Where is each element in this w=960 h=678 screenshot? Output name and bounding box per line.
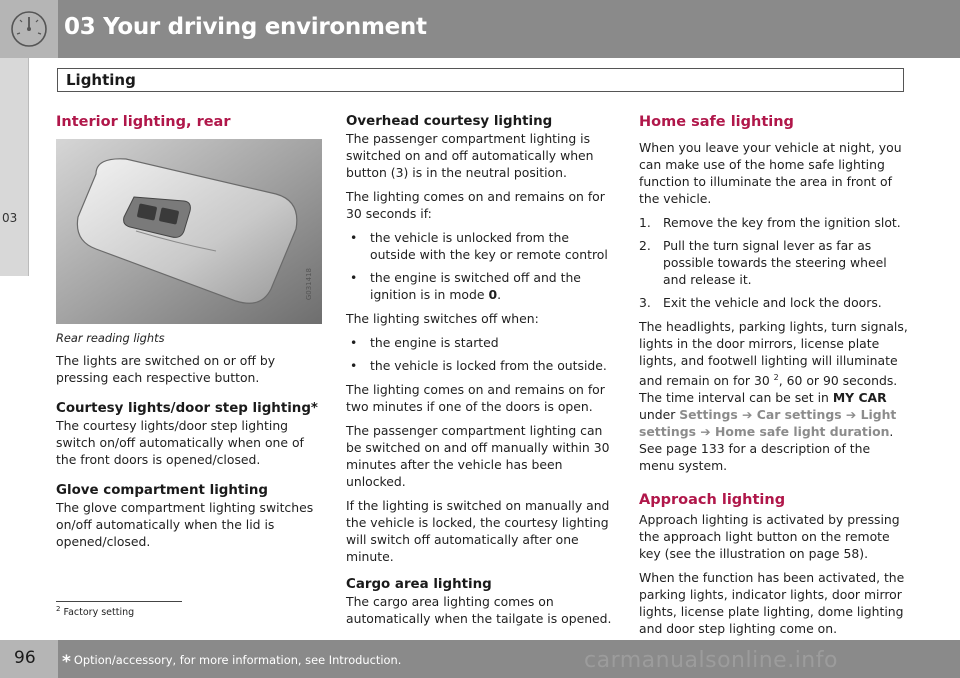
column-middle [346,113,616,634]
paragraph-cargo-area: The cargo area lighting comes on automatically when the tailgate is opened. [346,594,612,626]
paragraph-home-safe: When you leave your vehicle at night, you can make use of the home safe lighting function to illuminate the area in front of the vehicle. [639,140,902,206]
paragraph-approach: Approach lighting is activated by pressing the approach light button on the remote key (see the illustration on page 58). [639,512,900,562]
paragraph-two-minutes: The lighting comes on and remains on for two minutes if one of the doors is open. [346,382,605,414]
arrow-right-icon: ➔ [841,407,861,423]
paragraph-switches-off: The lighting switches off when: [346,311,539,326]
list-item: • the vehicle is unlocked from the outside with the key or remote control [346,229,616,263]
list-item: • the engine is started [346,334,616,351]
page-number: 96 [14,648,36,668]
list-item: 3. Exit the vehicle and lock the doors. [639,295,882,310]
home-safe-steps [639,214,909,311]
footnote-ref[interactable]: 2 [773,373,779,382]
paragraph-home-safe-lights: The headlights, parking lights, turn signals, lights in the door mirrors, license plate lights, and footwell lighting will illuminate and remain on for 30 $^2$, 60 or 90 seconds. The time interval can be set in MY CAR under Settings ➔ Car settings ➔ Light settings ➔ Home safe light duration. See page 133 for a description of the menu system. [639,319,908,474]
paragraph-glove-compartment: The glove compartment lighting switches on/off automatically when the lid is opened/closed. [56,500,314,549]
my-car-label: MY CAR [832,390,887,406]
footnote: $^2$ Factory setting [56,605,135,619]
menu-car-settings: Car settings [756,407,842,423]
reading-light-illustration [56,139,322,324]
heading-cargo-area: Cargo area lighting [346,577,492,592]
paragraph-overhead-courtesy: The passenger compartment lighting is switched on and off automatically when button (3) is in the neutral position. [346,131,594,180]
paragraph-comes-on: The lighting comes on and remains on for 30 seconds if: [346,189,605,221]
chapter-title: 03 Your driving environment [64,14,427,40]
paragraph-approach-activated: When the function has been activated, the parking lights, indicator lights, door mirror lights, license plate lighting, dome lighting and door step lighting come on. [639,570,905,637]
heading-glove-compartment: Glove compartment lighting [56,483,269,498]
arrow-right-icon: ➔ [737,407,757,423]
list-comes-on [346,229,616,303]
list-item: 2. Pull the turn signal lever as far as possible towards the steering wheel and release it. [639,238,887,287]
chapter-side-tab[interactable] [0,58,29,276]
asterisk-marker: * [62,652,71,672]
section-title: Lighting [66,71,136,89]
list-item: • the engine is switched off and the ignition is in mode 0. [346,269,616,303]
menu-settings: Settings [679,407,738,423]
column-left [56,113,322,557]
paragraph-rear-lights: The lights are switched on or off by pressing each respective button. [56,353,276,385]
heading-interior-lighting-rear: Interior lighting, rear [56,114,231,130]
menu-home-safe-duration: Home safe light duration [714,424,890,440]
heading-approach-lighting: Approach lighting [639,492,786,509]
photo-caption: Rear reading lights [56,331,165,345]
section-title-bar [57,68,904,92]
rear-reading-lights-photo [56,139,322,324]
paragraph-courtesy-lights: The courtesy lights/door step lighting switch on/off automatically when one of the front doors is opened/closed. [56,418,304,467]
footnote-divider [56,601,182,602]
menu-light-settings: Light settings [639,407,897,440]
heading-home-safe-lighting: Home safe lighting [639,114,794,130]
gauge-logo [0,0,58,58]
heading-courtesy-lights: Courtesy lights/door step lighting* [56,401,318,416]
speedometer-icon [8,8,50,50]
paragraph-locked: If the lighting is switched on manually and the vehicle is locked, the courtesy lighting will switch off automatically after one minute. [346,498,610,564]
heading-overhead-courtesy: Overhead courtesy lighting [346,114,553,129]
footer-note: * Option/accessory, for more information, see Introduction. [62,652,402,672]
watermark: carmanualsonline.info [584,648,838,673]
column-right [639,113,909,644]
image-code: G031418 [305,267,313,300]
paragraph-manual: The passenger compartment lighting can be switched on and off manually within 30 minutes after the vehicle has been unlocked. [346,423,610,489]
ignition-mode-value: 0 [488,287,498,302]
list-item: 1. Remove the key from the ignition slot. [639,215,901,230]
side-tab-label: 03 [2,211,18,225]
list-switches-off [346,334,616,374]
list-item: • the vehicle is locked from the outside. [346,357,616,374]
arrow-right-icon: ➔ [695,424,715,440]
